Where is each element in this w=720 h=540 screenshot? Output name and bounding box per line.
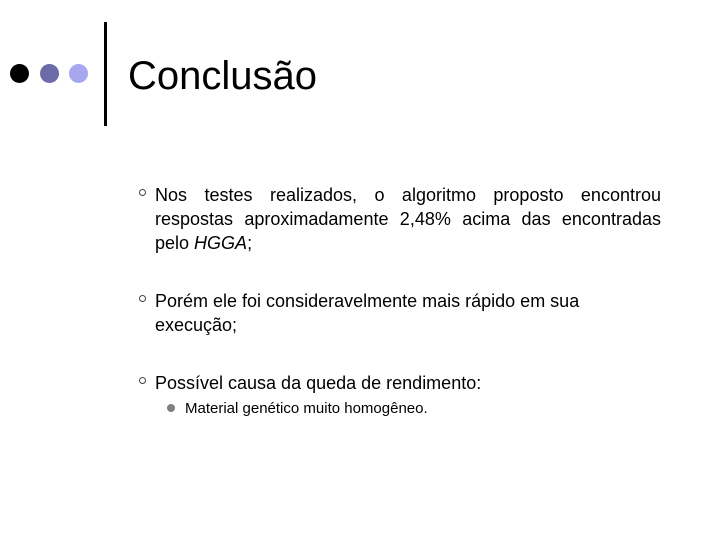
bullet-item [139, 371, 661, 395]
sub-bullet-item [167, 398, 428, 420]
hollow-bullet-icon [139, 295, 146, 302]
hollow-bullet-icon [139, 377, 146, 384]
hollow-bullet-icon [139, 189, 146, 196]
bullet-emphasis: HGGA [194, 233, 248, 253]
slide-title: Conclusão [128, 54, 318, 98]
sub-bullet-text: Material genético muito homogêneo. [185, 400, 428, 417]
bullet-item [139, 289, 639, 337]
bullet-text-part: ; [247, 233, 253, 253]
bullet-text-part: Nos testes realizados, o algoritmo proposto encontrou respostas aproximadamente 2,48% acima das encontradas pelo [155, 185, 661, 253]
filled-bullet-icon [167, 404, 175, 412]
bullet-item [139, 183, 661, 255]
bullet-text [155, 183, 661, 255]
bullet-text: Porém ele foi consideravelmente mais rápido em sua execução; [155, 291, 580, 335]
bullet-text: Possível causa da queda de rendimento: [155, 373, 482, 393]
